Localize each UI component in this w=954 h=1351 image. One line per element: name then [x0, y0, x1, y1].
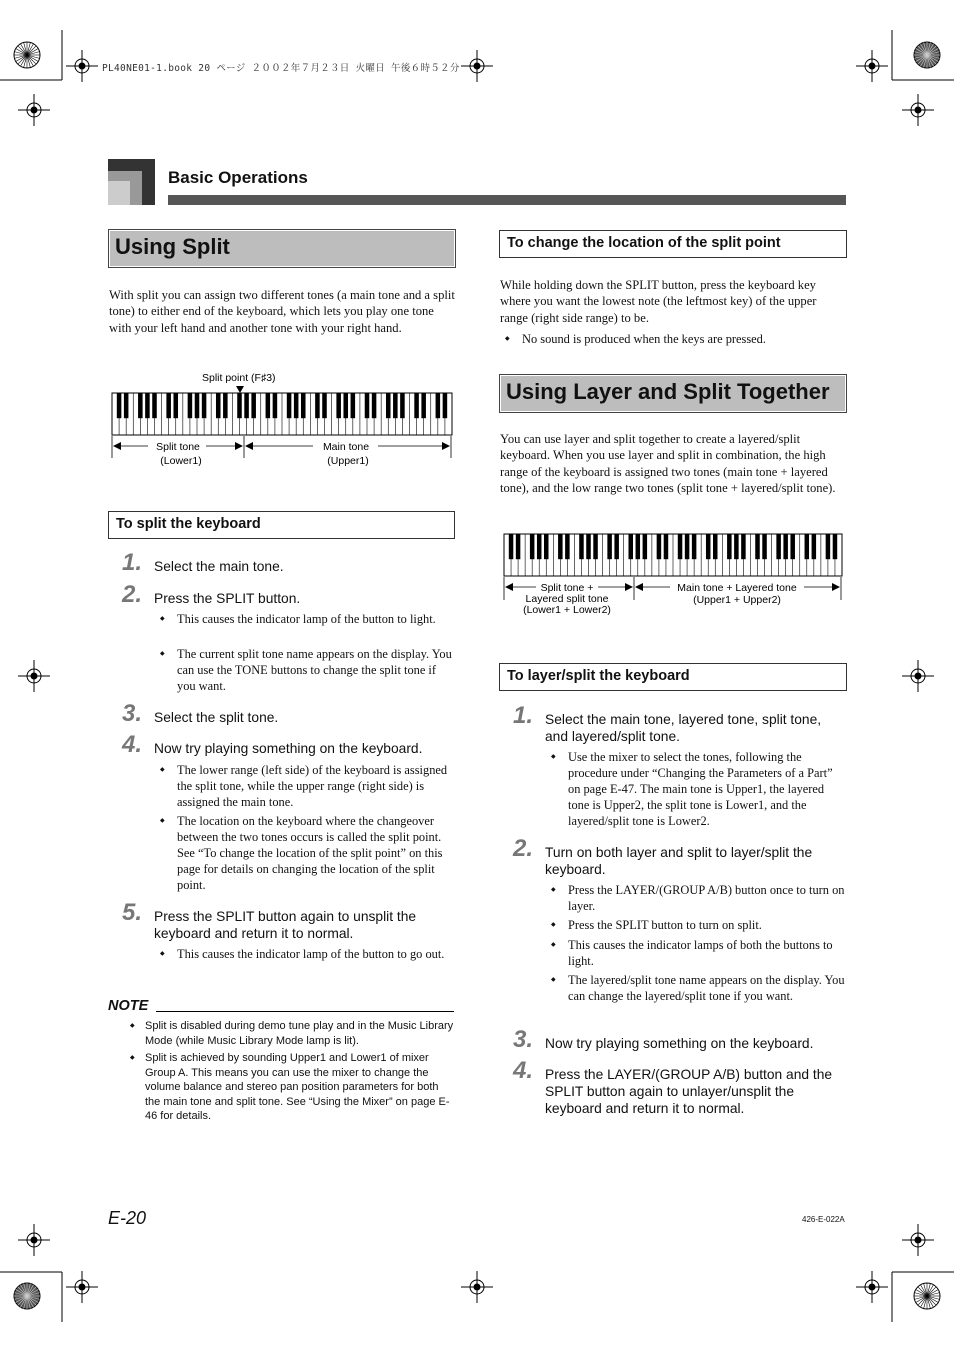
split-tone-label: Split tone [156, 441, 200, 453]
step-number: 4. [513, 1057, 534, 1084]
step-text: Select the main tone, layered tone, split tone, and layered/split tone. [545, 712, 822, 744]
black-key [734, 534, 739, 559]
step-text: Select the main tone. [154, 559, 284, 574]
step-number: 5. [122, 899, 143, 926]
black-key [692, 534, 697, 559]
black-key [537, 534, 542, 559]
change-split-text: While holding down the SPLIT button, press the keyboard key where you want the lowest note (the leftmost key) of the upper range (right side range) to be. [500, 278, 817, 325]
black-key [372, 393, 377, 418]
black-key [351, 393, 356, 418]
main-tone-label: Main tone [322, 441, 370, 453]
step-number: 4. [122, 731, 143, 758]
black-key [755, 534, 760, 559]
black-key [251, 393, 256, 418]
heading-change-split-point [499, 230, 847, 258]
black-key [152, 393, 157, 418]
black-key [414, 393, 419, 418]
black-key [826, 534, 831, 559]
step-number: 2. [513, 835, 534, 862]
black-key [516, 534, 521, 559]
bullet: ◆ This causes the indicator lamp of the button to light. [177, 611, 454, 627]
bullet: ◆ This causes the indicator lamps of both the buttons to light. [568, 937, 845, 969]
black-key [783, 534, 788, 559]
black-key [614, 534, 619, 559]
black-key [657, 534, 662, 559]
black-key [287, 393, 292, 418]
bullet: ◆ The lower range (left side) of the keyboard is assigned the split tone, while the upper range (right side) is assigned the main tone. [177, 762, 454, 810]
black-key [713, 534, 718, 559]
black-key [593, 534, 598, 559]
black-key [117, 393, 122, 418]
black-key [138, 393, 143, 418]
bullet: ◆ The location on the keyboard where the changeover between the two tones occurs is called the split point. See “To change the location of the split point” on this page for details on changing the location of the split point. [177, 813, 454, 893]
black-key [586, 534, 591, 559]
bullet: ◆ The current split tone name appears on the display. You can use the TONE buttons to change the split tone if you want. [177, 646, 454, 694]
step-text: Now try playing something on the keyboard. [154, 741, 423, 756]
bullet: ◆ Press the SPLIT button to turn on split. [568, 917, 845, 933]
step-text: Turn on both layer and split to layer/split the keyboard. [545, 845, 813, 877]
black-key [436, 393, 441, 418]
black-key [216, 393, 221, 418]
layer-split-intro: You can use layer and split together to create a layered/split keyboard. When you use layer and split in combination, the high range of the keyboard is assigned two tones (main tone + layered tone), and the low range two tones (split tone + layered/split tone). [500, 432, 836, 495]
step-number: 2. [122, 581, 143, 608]
upper-labels: (Upper1 + Upper2) [693, 594, 781, 606]
step-number: 1. [513, 702, 534, 729]
document-code: 426-E-022A [802, 1215, 845, 1224]
step-text: Press the SPLIT button. [154, 591, 301, 606]
step-number: 3. [513, 1026, 534, 1053]
black-key [145, 393, 150, 418]
page-number: E-20 [108, 1208, 147, 1228]
black-key [636, 534, 641, 559]
black-key [443, 393, 448, 418]
upper1-label: (Upper1) [327, 455, 369, 467]
page-header-line: PL40NE01-1.book 20 ページ ２００２年７月２３日 火曜日 午後６時５２分 [102, 63, 460, 74]
black-key [124, 393, 129, 418]
step-text: Now try playing something on the keyboard. [545, 1036, 814, 1051]
black-key [343, 393, 348, 418]
heading-to-layer-split [499, 663, 847, 691]
note-bullet: ◆ Split is disabled during demo tune play and in the Music Library Mode (while Music Library Mode lamp is lit). [145, 1019, 455, 1048]
black-key [565, 534, 570, 559]
black-key [833, 534, 838, 559]
note-rule [156, 1011, 454, 1012]
black-key [727, 534, 732, 559]
note-label: NOTE [108, 998, 149, 1014]
black-key [393, 393, 398, 418]
black-key [244, 393, 249, 418]
black-key [790, 534, 795, 559]
black-key [558, 534, 563, 559]
note-bullet: ◆ Split is achieved by sounding Upper1 and Lower1 of mixer Group A. This means you can use the mixer to change the volume balance and stereo pan position parameters for both the main tone and split tone. See “Using the Mixer” on page E-46 for details. [145, 1051, 455, 1124]
split-point-label: Split point (F♯3) [202, 372, 276, 384]
black-key [237, 393, 242, 418]
heading-layer-split-together [499, 374, 847, 413]
layer-split-keyboard-diagram [500, 530, 850, 622]
heading-using-split [108, 229, 456, 268]
black-key [322, 393, 327, 418]
black-key [421, 393, 426, 418]
black-key [273, 393, 278, 418]
black-key [628, 534, 633, 559]
heading-text: Using Split [115, 234, 230, 259]
black-key [336, 393, 341, 418]
black-key [678, 534, 683, 559]
black-key [202, 393, 207, 418]
bullet: ◆ Press the LAYER/(GROUP A/B) button once to turn on layer. [568, 882, 845, 914]
split-keyboard-diagram [108, 368, 458, 472]
black-key [805, 534, 810, 559]
split-layered-label: Split tone + [540, 582, 594, 594]
heading-text: To change the location of the split point [507, 235, 781, 251]
black-key [762, 534, 767, 559]
lower1-label: (Lower1) [160, 455, 202, 467]
black-key [223, 393, 228, 418]
black-key [776, 534, 781, 559]
black-key [706, 534, 711, 559]
bullet: ◆ This causes the indicator lamp of the button to go out. [177, 946, 454, 962]
step-number: 3. [122, 700, 143, 727]
section-title: Basic Operations [168, 168, 308, 187]
black-key [315, 393, 320, 418]
step-text: Press the LAYER/(GROUP A/B) button and the SPLIT button again to unlayer/unsplit the keyboard and return it to normal. [545, 1067, 833, 1116]
black-key [266, 393, 271, 418]
black-key [530, 534, 535, 559]
bullet: ◆ Use the mixer to select the tones, following the procedure under “Changing the Parameters of a Part” on page E-47. The main tone is Upper1, the layered tone is Upper2, the split tone is Lower1, and the layered/split tone is Lower2. [568, 749, 845, 829]
black-key [400, 393, 405, 418]
layered-split-tone-label: Layered split tone [525, 593, 609, 605]
step-text: Select the split tone. [154, 710, 279, 725]
section-bar [168, 195, 846, 205]
black-key [607, 534, 612, 559]
black-key [365, 393, 370, 418]
black-key [643, 534, 648, 559]
black-key [509, 534, 514, 559]
black-key [195, 393, 200, 418]
black-key [544, 534, 549, 559]
black-key [386, 393, 391, 418]
split-intro: With split you can assign two different tones (a main tone and a split tone) to either end of the keyboard, which lets you play one tone with your left hand and another tone with your right hand. [109, 288, 455, 335]
heading-text: To layer/split the keyboard [507, 668, 690, 684]
black-key [741, 534, 746, 559]
black-key [301, 393, 306, 418]
black-key [579, 534, 584, 559]
black-key [812, 534, 817, 559]
heading-text: To split the keyboard [116, 516, 261, 532]
bullet: ◆ No sound is produced when the keys are pressed. [522, 331, 844, 347]
split-point-marker [236, 386, 244, 393]
black-key [664, 534, 669, 559]
step-text: Press the SPLIT button again to unsplit the keyboard and return it to normal. [154, 909, 417, 941]
black-key [685, 534, 690, 559]
black-key [188, 393, 193, 418]
main-layered-label: Main tone + Layered tone [677, 582, 797, 594]
lower-labels: (Lower1 + Lower2) [523, 604, 611, 616]
bullet: ◆ The layered/split tone name appears on the display. You can change the layered/split tone if you want. [568, 972, 845, 1004]
section-tab-graphic [108, 159, 155, 205]
heading-to-split-keyboard [108, 511, 455, 539]
step-number: 1. [122, 549, 143, 576]
black-key [166, 393, 171, 418]
heading-text: Using Layer and Split Together [506, 379, 830, 404]
black-key [173, 393, 178, 418]
black-key [294, 393, 299, 418]
